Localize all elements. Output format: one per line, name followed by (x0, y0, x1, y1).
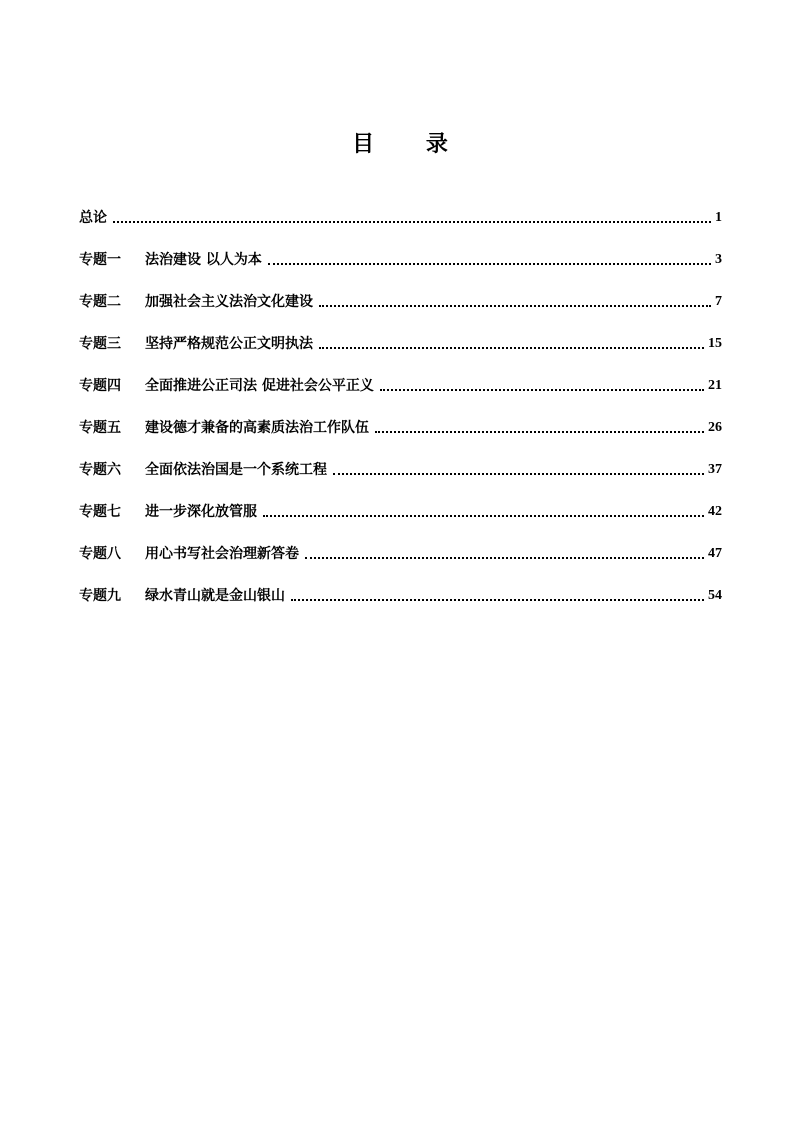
toc-entry-number: 专题四 (79, 378, 121, 394)
toc-dot-leader (291, 599, 704, 601)
toc-dot-leader (113, 221, 711, 223)
toc-entry-overview[interactable] (79, 186, 722, 228)
toc-page-number: 54 (708, 588, 722, 603)
toc-entry-topic-6[interactable] (79, 438, 722, 480)
toc-entry-label (79, 250, 262, 270)
toc-entry-label (79, 334, 313, 354)
toc-entry-number: 专题八 (79, 546, 121, 562)
toc-page-number: 15 (708, 336, 722, 351)
toc-entry-title: 法治建设 以人为本 (145, 252, 262, 268)
toc-entry-label (79, 544, 299, 564)
toc-entry-title: 绿水青山就是金山银山 (145, 588, 285, 604)
toc-entry-title: 坚持严格规范公正文明执法 (145, 336, 313, 352)
toc-entry-label (79, 376, 374, 396)
toc-entry-title: 进一步深化放管服 (145, 504, 257, 520)
toc-entry-number: 专题五 (79, 420, 121, 436)
toc-dot-leader (305, 557, 704, 559)
toc-page-number: 42 (708, 504, 722, 519)
toc-entry-title: 总论 (79, 210, 107, 226)
toc-entry-label (79, 460, 327, 480)
toc-entry-number: 专题三 (79, 336, 121, 352)
toc-dot-leader (380, 389, 704, 391)
toc-entry-number: 专题六 (79, 462, 121, 478)
toc-page-number: 21 (708, 378, 722, 393)
toc-list (79, 186, 722, 606)
toc-entry-title: 建设德才兼备的高素质法治工作队伍 (145, 420, 369, 436)
toc-title: 目 录 (352, 131, 470, 157)
toc-entry-topic-5[interactable] (79, 396, 722, 438)
toc-entry-label (79, 586, 285, 606)
toc-entry-topic-8[interactable] (79, 522, 722, 564)
toc-entry-title: 全面依法治国是一个系统工程 (145, 462, 327, 478)
toc-dot-leader (375, 431, 704, 433)
toc-entry-topic-7[interactable] (79, 480, 722, 522)
toc-page-number: 26 (708, 420, 722, 435)
toc-entry-number: 专题二 (79, 294, 121, 310)
toc-dot-leader (263, 515, 704, 517)
toc-page-number: 47 (708, 546, 722, 561)
toc-entry-title: 加强社会主义法治文化建设 (145, 294, 313, 310)
toc-entry-title: 用心书写社会治理新答卷 (145, 546, 299, 562)
toc-entry-number: 专题九 (79, 588, 121, 604)
toc-entry-topic-4[interactable] (79, 354, 722, 396)
toc-entry-topic-1[interactable] (79, 228, 722, 270)
toc-entry-label (79, 292, 313, 312)
toc-entry-label (79, 418, 369, 438)
toc-entry-title: 全面推进公正司法 促进社会公平正义 (145, 378, 374, 394)
toc-entry-number: 专题七 (79, 504, 121, 520)
toc-page-number: 3 (715, 252, 722, 267)
toc-entry-number: 专题一 (79, 252, 121, 268)
toc-entry-topic-3[interactable] (79, 312, 722, 354)
toc-entry-label (79, 502, 257, 522)
toc-page-number: 1 (715, 210, 722, 225)
toc-dot-leader (268, 263, 711, 265)
toc-dot-leader (319, 305, 711, 307)
toc-page-number: 7 (715, 294, 722, 309)
toc-entry-label (79, 208, 107, 228)
toc-dot-leader (319, 347, 704, 349)
toc-page-number: 37 (708, 462, 722, 477)
toc-dot-leader (333, 473, 704, 475)
toc-entry-topic-9[interactable] (79, 564, 722, 606)
toc-entry-topic-2[interactable] (79, 270, 722, 312)
